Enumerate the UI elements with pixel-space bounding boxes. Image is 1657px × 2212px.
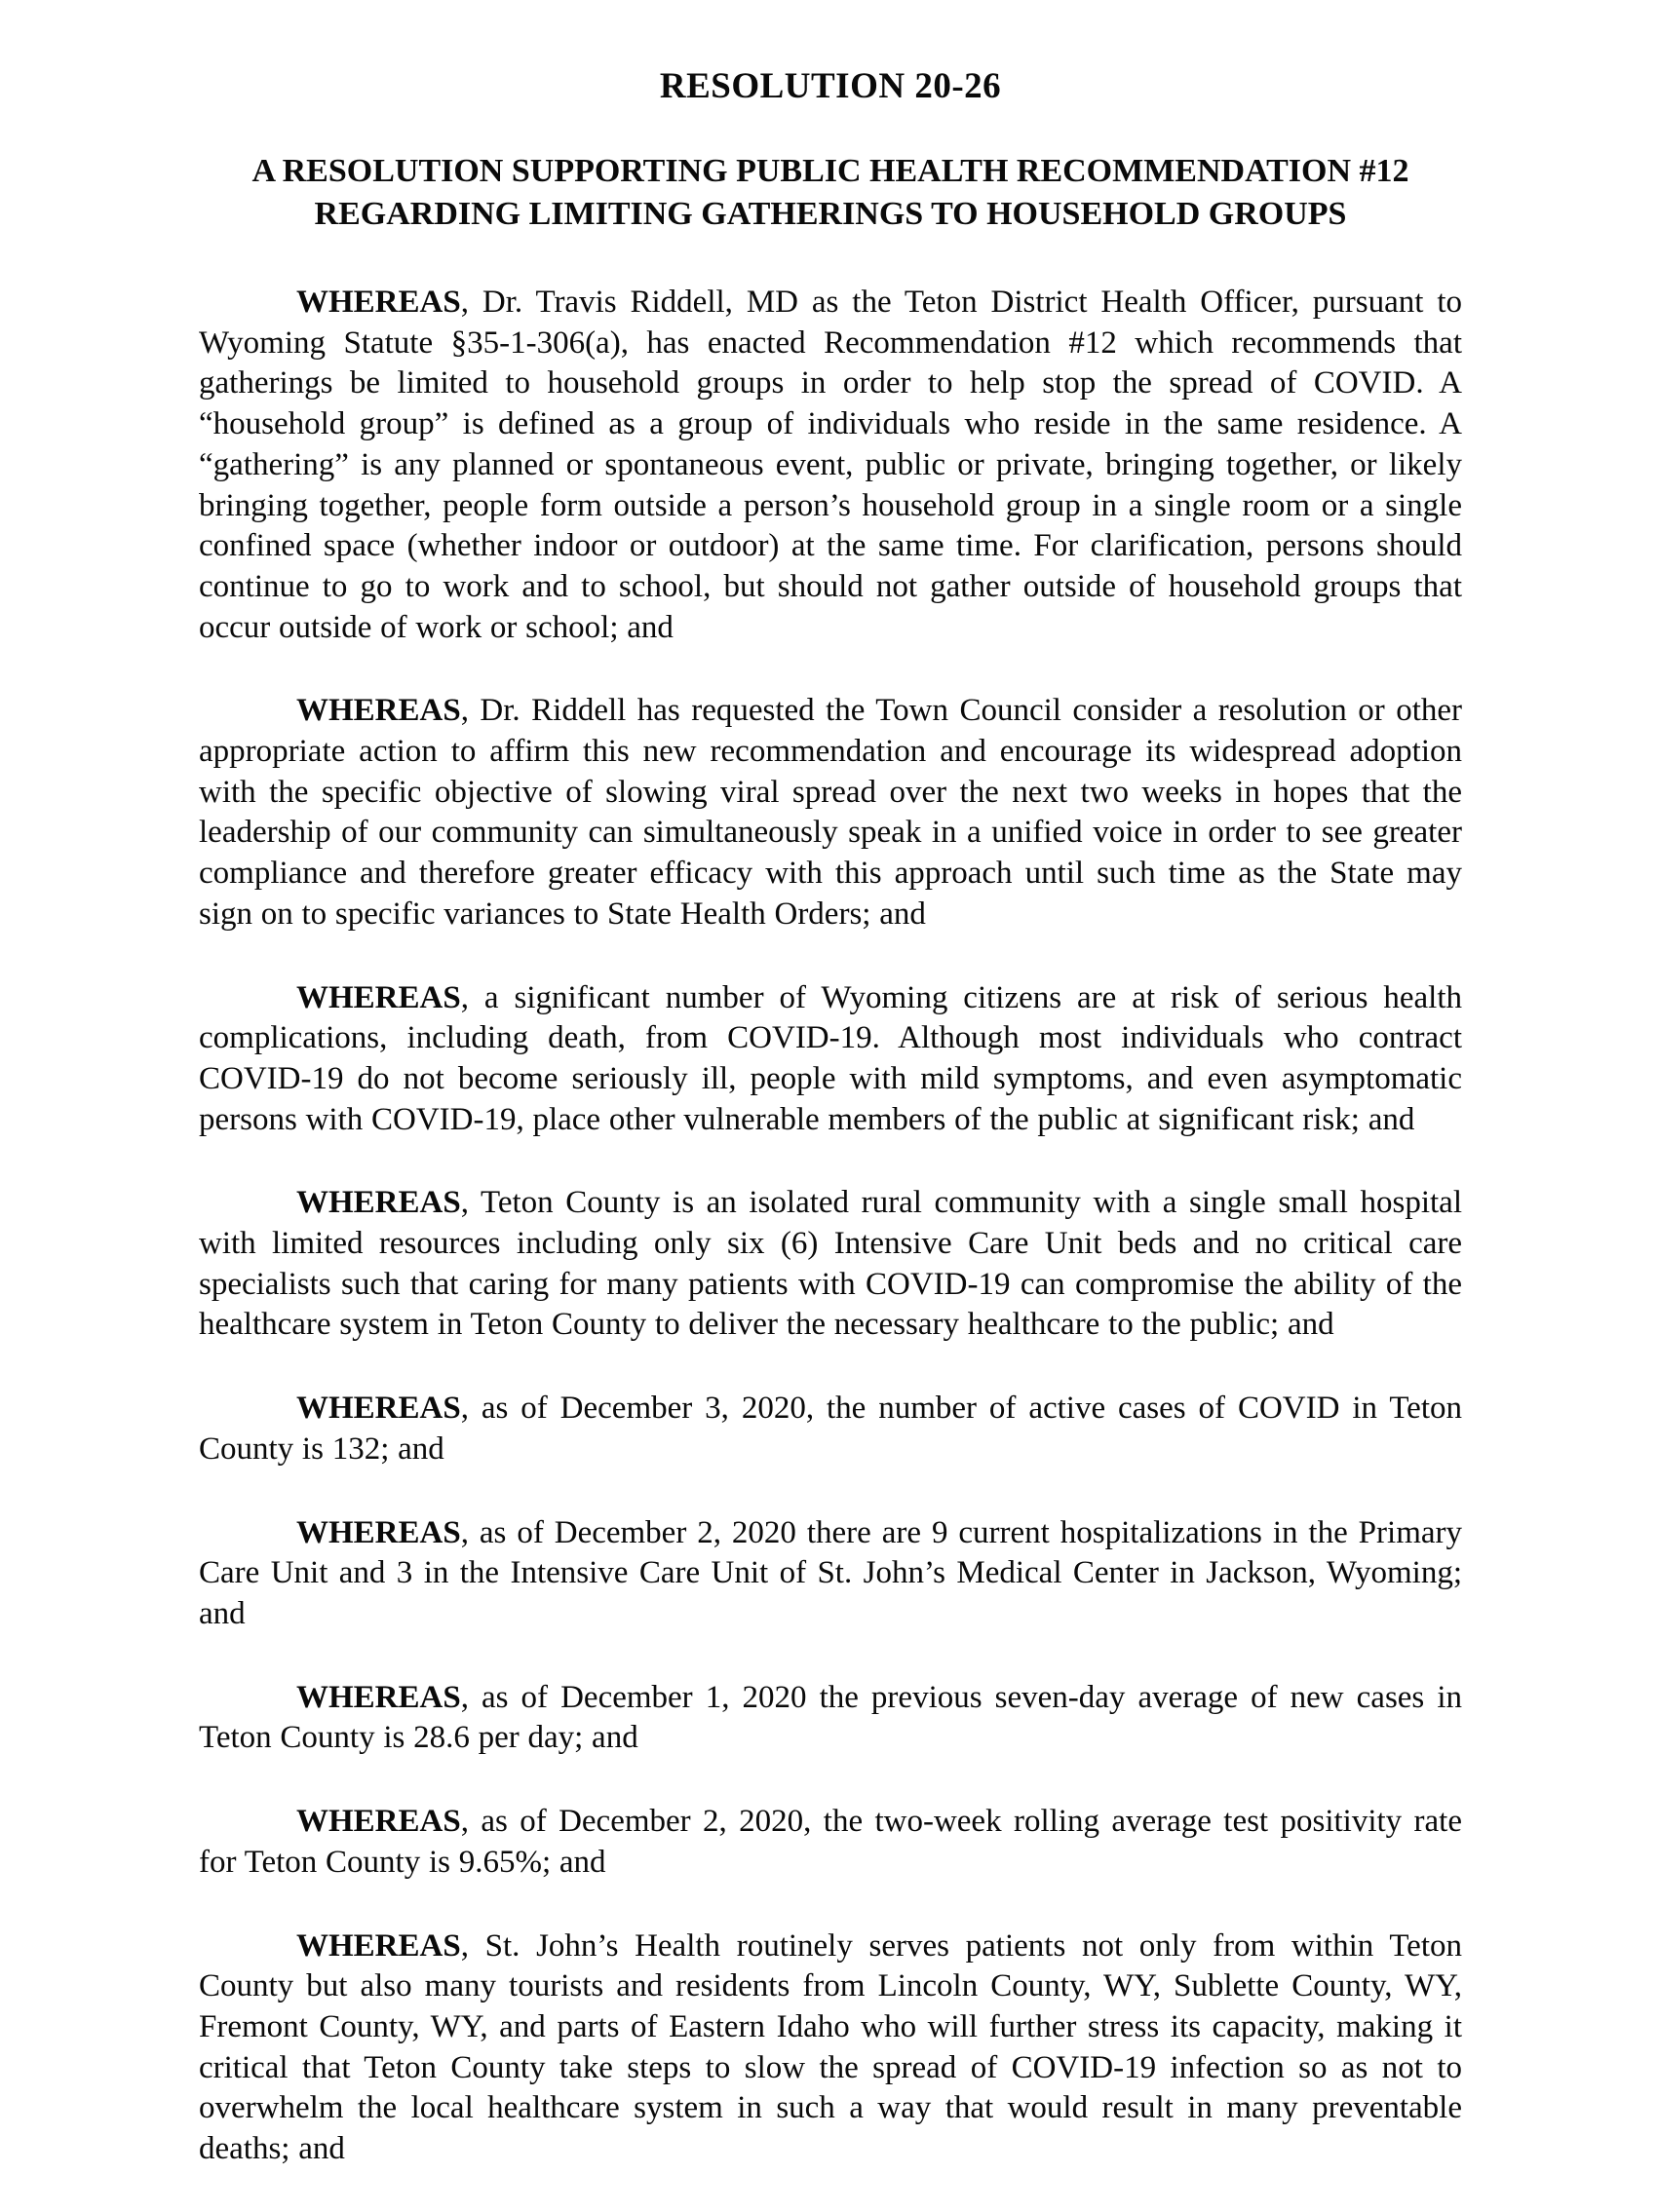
document-body [199,283,1462,2170]
whereas-paragraph [199,1802,1462,1883]
whereas-paragraph [199,1389,1462,1469]
whereas-paragraph [199,978,1462,1141]
document-subtitle [199,150,1462,236]
whereas-paragraph [199,691,1462,934]
paragraph-text: , Dr. Travis Riddell, MD as the Teton District Health Officer, pursuant to Wyoming Statute §35-1-306(a), has enacted Recommendation #12 which recommends that gatherings be limited to household groups in order to help stop the spread of COVID. A “household group” is defined as a group of individuals who reside in the same residence. A “gathering” is any planned or spontaneous event, public or private, bringing together, or likely bringing together, people form outside a person’s household group in a single room or a single confined space (whether indoor or outdoor) at the same time. For clarification, persons should continue to go to work and to school, but should not gather outside of household groups that occur outside of work or school; and [199,285,1462,645]
paragraph-text: , Teton County is an isolated rural community with a single small hospital with limited resources including only six (6) Intensive Care Unit beds and no critical care specialists such that caring for many patients with COVID-19 can compromise the ability of the healthcare system in Teton County to deliver the necessary healthcare to the public; and [199,1185,1462,1343]
paragraph-text: , as of December 3, 2020, the number of active cases of COVID in Teton County is 132; and [199,1391,1462,1467]
whereas-keyword: WHEREAS [296,693,461,729]
whereas-paragraph [199,1926,1462,2170]
paragraph-text: , as of December 2, 2020, the two-week rolling average test positivity rate for Teton County is 9.65%; and [199,1804,1462,1880]
paragraph-text: , St. John’s Health routinely serves patients not only from within Teton County but also many tourists and residents from Lincoln County, WY, Sublette County, WY, Fremont County, WY, and parts of Eastern Idaho who will further stress its capacity, making it critical that Teton County take steps to slow the spread of COVID-19 infection so as not to overwhelm the local healthcare system in such a way that would result in many preventable deaths; and [199,1927,1462,2167]
whereas-keyword: WHEREAS [296,1391,461,1427]
whereas-keyword: WHEREAS [296,979,461,1015]
whereas-keyword: WHEREAS [296,285,461,320]
whereas-keyword: WHEREAS [296,1185,461,1221]
paragraph-text: , Dr. Riddell has requested the Town Council consider a resolution or other appropriate action to affirm this new recommendation and encourage its widespread adoption with the specific objective of slowing viral spread over the next two weeks in hopes that the leadership of our community can simultaneously speak in a unified voice in order to see greater compliance and therefore greater efficacy with this approach until such time as the State may sign on to specific variances to State Health Orders; and [199,693,1462,932]
whereas-keyword: WHEREAS [296,1804,461,1840]
subtitle-line-2: REGARDING LIMITING GATHERINGS TO HOUSEHOLD GROUPS [314,196,1347,232]
paragraph-text: , as of December 2, 2020 there are 9 current hospitalizations in the Primary Care Unit and 3 in the Intensive Care Unit of St. John’s Medical Center in Jackson, Wyoming; and [199,1514,1462,1631]
whereas-paragraph [199,1513,1462,1635]
document-title: RESOLUTION 20-26 [659,66,1002,106]
whereas-paragraph [199,1678,1462,1759]
whereas-keyword: WHEREAS [296,1514,461,1550]
paragraph-text: , as of December 1, 2020 the previous seven-day average of new cases in Teton County is 28.6 per day; and [199,1679,1462,1756]
whereas-paragraph [199,283,1462,648]
whereas-keyword: WHEREAS [296,1927,461,1964]
whereas-keyword: WHEREAS [296,1679,461,1715]
subtitle-line-1: A RESOLUTION SUPPORTING PUBLIC HEALTH RECOMMENDATION #12 [251,153,1409,189]
paragraph-text: , a significant number of Wyoming citizens are at risk of serious health complications, including death, from COVID-19. Although most individuals who contract COVID-19 do not become seriously ill, people with mild symptoms, and even asymptomatic persons with COVID-19, place other vulnerable members of the public at significant risk; and [199,979,1462,1137]
whereas-paragraph [199,1183,1462,1346]
